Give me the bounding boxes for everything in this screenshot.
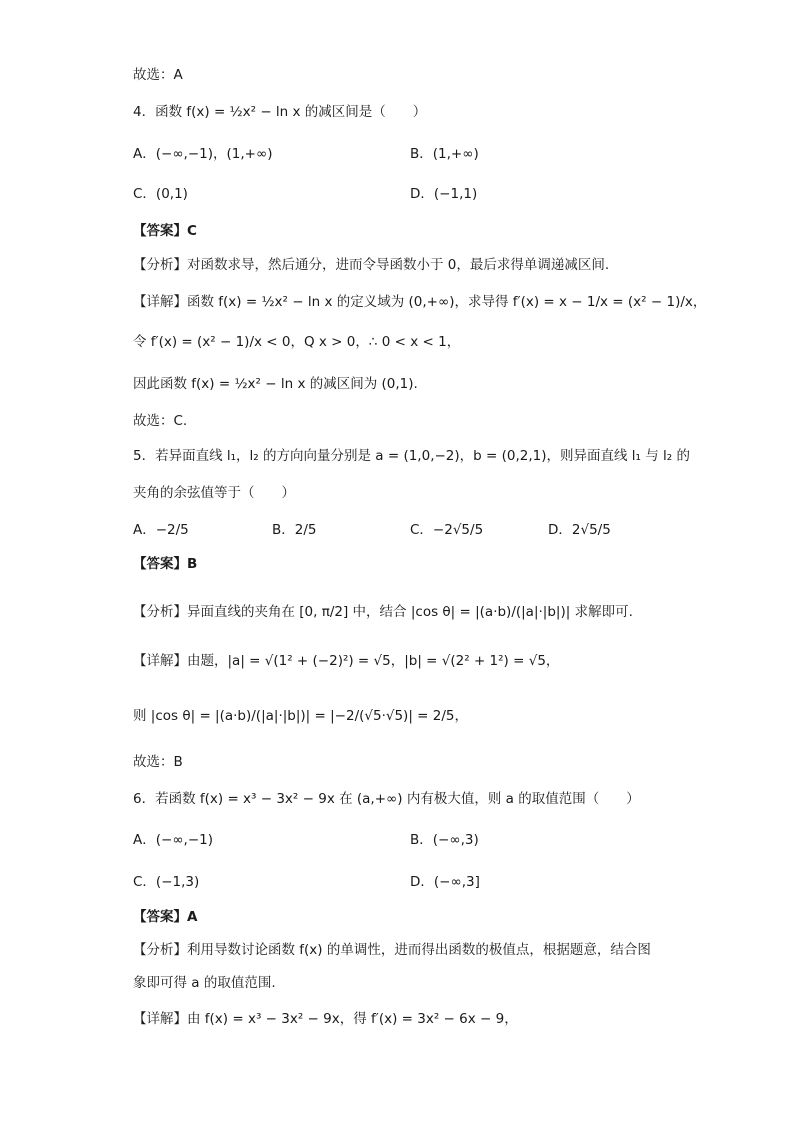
q6-option-b: B．(−∞,3) [410,832,479,848]
q4-option-d: D．(−1,1) [410,186,478,202]
q4-choice: 故选：C. [133,413,188,429]
q5-analysis: 【分析】异面直线的夹角在 [0, π/2] 中，结合 |cos θ| = |(a·b)/(|a|·|b|)| 求解即可. [133,604,633,620]
q5-detail-2: 则 |cos θ| = |(a·b)/(|a|·|b|)| = |−2/(√5·√5)| = 2/5， [133,708,468,724]
q5-answer: 【答案】B [133,556,198,572]
q5-detail-1: 【详解】由题，|a| = √(1² + (−2)²) = √5，|b| = √(2² + 1²) = √5， [133,653,560,669]
q5-choice: 故选：B [133,754,183,770]
q6-option-d: D．(−∞,3] [410,874,480,890]
q4-option-c: C．(0,1) [133,186,188,202]
q5-option-d: D．2√5/5 [548,522,611,538]
q5-option-a: A．−2/5 [133,522,189,538]
q5-option-b: B．2/5 [272,522,317,538]
q4-option-a: A．(−∞,−1)，(1,+∞) [133,146,273,162]
question-6: 6．若函数 f(x) = x³ − 3x² − 9x 在 (a,+∞) 内有极大值，则 a 的取值范围（ ） [133,791,640,807]
q4-answer: 【答案】C [133,223,197,239]
q4-detail-1: 【详解】函数 f(x) = ½x² − ln x 的定义域为 (0,+∞)，求导得 f′(x) = x − 1/x = (x² − 1)/x， [133,294,707,310]
q6-option-a: A．(−∞,−1) [133,832,214,848]
q5-option-c: C．−2√5/5 [410,522,484,538]
q6-detail-1: 【详解】由 f(x) = x³ − 3x² − 9x，得 f′(x) = 3x² − 6x − 9， [133,1011,518,1027]
question-4: 4．函数 f(x) = ½x² − ln x 的减区间是（ ） [133,104,427,120]
question-5-cont: 夹角的余弦值等于（ ） [133,485,295,501]
q6-answer: 【答案】A [133,909,198,925]
q6-analysis-1: 【分析】利用导数讨论函数 f(x) 的单调性，进而得出函数的极值点，根据题意，结合图 [133,942,651,958]
q4-detail-2: 令 f′(x) = (x² − 1)/x < 0，Q x > 0，∴ 0 < x < 1， [133,334,461,350]
answer-choice-line: 故选：A [133,67,183,83]
q6-analysis-2: 象即可得 a 的取值范围. [133,975,276,991]
q6-option-c: C．(−1,3) [133,874,200,890]
question-5: 5．若异面直线 l₁，l₂ 的方向向量分别是 a = (1,0,−2)，b = (0,2,1)，则异面直线 l₁ 与 l₂ 的 [133,448,690,464]
q4-analysis: 【分析】对函数求导，然后通分，进而令导函数小于 0，最后求得单调递减区间. [133,257,610,273]
q4-option-b: B．(1,+∞) [410,146,479,162]
q4-detail-3: 因此函数 f(x) = ½x² − ln x 的减区间为 (0,1). [133,376,418,392]
